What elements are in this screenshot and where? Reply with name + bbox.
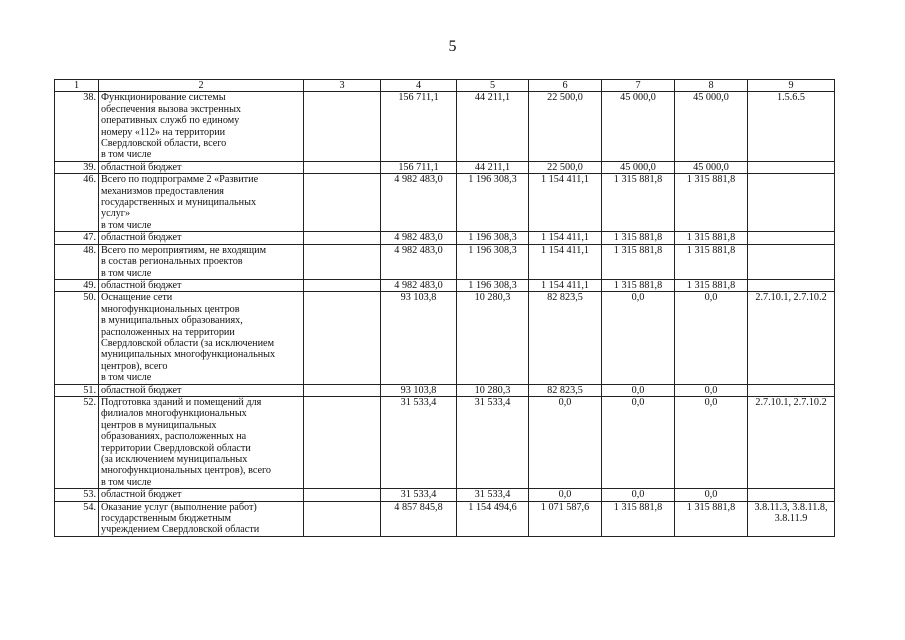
row-name-line: (за исключением муниципальных [101, 454, 248, 465]
row-name-line: областной бюджет [101, 489, 182, 501]
row-target-indicators [748, 174, 835, 232]
row-target-indicators [748, 232, 835, 244]
row-name-line: Оказание услуг (выполнение работ) [101, 501, 257, 513]
cell-c6: 22 500,0 [529, 92, 602, 161]
row-name [99, 92, 304, 161]
column-header-4: 4 [381, 80, 457, 92]
cell-c8: 0,0 [675, 396, 748, 488]
cell-c6: 82 823,5 [529, 384, 602, 396]
cell-c8: 1 315 881,8 [675, 174, 748, 232]
table-row [55, 489, 835, 501]
cell-c8: 1 315 881,8 [675, 244, 748, 279]
row-name [99, 174, 304, 232]
row-name-line: многофункциональных центров [101, 303, 240, 315]
row-name-line: в том числе [101, 372, 152, 384]
cell-c3 [304, 279, 381, 291]
row-name-line: в том числе [101, 476, 152, 488]
row-name [99, 501, 304, 536]
row-name [99, 161, 304, 173]
row-number: 47. [55, 232, 99, 244]
row-name-line: в том числе [101, 267, 152, 279]
row-name-line: услуг» [101, 208, 131, 220]
table-body [55, 92, 835, 536]
row-number: 54. [55, 501, 99, 536]
cell-c5: 1 154 494,6 [457, 501, 529, 536]
row-target-indicators [748, 161, 835, 173]
row-name-line: Свердловской области, всего [101, 138, 227, 150]
budget-table [54, 79, 835, 537]
cell-c3 [304, 232, 381, 244]
row-target-indicators [748, 292, 835, 384]
cell-c5: 31 533,4 [457, 489, 529, 501]
row-name [99, 489, 304, 501]
cell-c8: 45 000,0 [675, 92, 748, 161]
cell-c5: 1 196 308,3 [457, 279, 529, 291]
row-number: 52. [55, 396, 99, 488]
row-name-line: Свердловской области (за исключением [101, 337, 275, 349]
cell-c8: 0,0 [675, 384, 748, 396]
cell-c7: 1 315 881,8 [602, 279, 675, 291]
cell-c4: 4 982 483,0 [381, 279, 457, 291]
row-name-line: Оснащение сети [101, 292, 173, 304]
row-name-line: филиалов многофункциональных [101, 408, 247, 420]
row-target-indicators [748, 384, 835, 396]
cell-c5: 1 196 308,3 [457, 174, 529, 232]
table-row [55, 279, 835, 291]
cell-c8: 45 000,0 [675, 161, 748, 173]
column-header-5: 5 [457, 80, 529, 92]
row-name-line: в том числе [101, 149, 152, 161]
header-row [55, 80, 835, 92]
table-row [55, 292, 835, 384]
row-name-line: центров в муниципальных [101, 419, 217, 431]
cell-c3 [304, 174, 381, 232]
cell-c4: 156 711,1 [381, 92, 457, 161]
row-name-line: образованиях, расположенных на [101, 431, 247, 443]
cell-c6: 1 154 411,1 [529, 279, 602, 291]
row-name-line: в том числе [101, 219, 152, 231]
cell-c6: 82 823,5 [529, 292, 602, 384]
cell-c7: 45 000,0 [602, 92, 675, 161]
row-name-line: областной бюджет [101, 279, 182, 291]
row-number: 51. [55, 384, 99, 396]
cell-c7: 1 315 881,8 [602, 244, 675, 279]
cell-c3 [304, 396, 381, 488]
table-row [55, 174, 835, 232]
row-name-line: в состав региональных проектов [101, 256, 243, 268]
cell-c4: 4 982 483,0 [381, 174, 457, 232]
row-name-line: государственным бюджетным [101, 513, 231, 525]
cell-c7: 0,0 [602, 489, 675, 501]
row-name-line: обеспечения вызова экстренных [101, 103, 242, 115]
table-row [55, 501, 835, 536]
column-header-8: 8 [675, 80, 748, 92]
row-number: 39. [55, 161, 99, 173]
cell-c4: 4 857 845,8 [381, 501, 457, 536]
cell-c4: 4 982 483,0 [381, 232, 457, 244]
cell-c8: 0,0 [675, 292, 748, 384]
cell-c6: 1 154 411,1 [529, 232, 602, 244]
row-name-line: областной бюджет [101, 384, 182, 396]
target-indicator-line: 3.8.11.9 [774, 513, 808, 525]
row-target-indicators [748, 92, 835, 161]
page-number: 5 [448, 38, 457, 55]
cell-c5: 1 196 308,3 [457, 244, 529, 279]
row-number: 49. [55, 279, 99, 291]
row-number: 50. [55, 292, 99, 384]
table-row [55, 92, 835, 161]
row-name-line: расположенных на территории [101, 326, 235, 338]
cell-c5: 10 280,3 [457, 384, 529, 396]
table-row [55, 384, 835, 396]
cell-c6: 0,0 [529, 396, 602, 488]
row-name-line: Всего по подпрограмме 2 «Развитие [101, 174, 259, 186]
cell-c4: 4 982 483,0 [381, 244, 457, 279]
cell-c5: 10 280,3 [457, 292, 529, 384]
cell-c5: 31 533,4 [457, 396, 529, 488]
target-indicator-line: 2.7.10.1, 2.7.10.2 [755, 292, 827, 304]
cell-c4: 93 103,8 [381, 292, 457, 384]
row-number: 38. [55, 92, 99, 161]
cell-c6: 0,0 [529, 489, 602, 501]
row-target-indicators [748, 279, 835, 291]
target-indicator-line: 3.8.11.3, 3.8.11.8, [754, 501, 828, 513]
target-indicator-line: 1.5.6.5 [776, 92, 805, 104]
row-name-line: центров), всего [101, 360, 168, 372]
table-row [55, 232, 835, 244]
row-name-line: территории Свердловской области [101, 442, 251, 454]
row-target-indicators [748, 489, 835, 501]
cell-c4: 93 103,8 [381, 384, 457, 396]
cell-c7: 0,0 [602, 292, 675, 384]
row-target-indicators [748, 501, 835, 536]
table-row [55, 244, 835, 279]
row-name-line: областной бюджет [101, 161, 182, 173]
row-name-line: механизмов предоставления [101, 185, 224, 197]
row-target-indicators [748, 396, 835, 488]
row-number: 53. [55, 489, 99, 501]
cell-c8: 0,0 [675, 489, 748, 501]
row-name-line: Функционирование системы [101, 92, 226, 104]
cell-c3 [304, 244, 381, 279]
cell-c6: 1 154 411,1 [529, 174, 602, 232]
row-name [99, 396, 304, 488]
row-target-indicators [748, 244, 835, 279]
column-header-7: 7 [602, 80, 675, 92]
cell-c5: 1 196 308,3 [457, 232, 529, 244]
table-row [55, 161, 835, 173]
column-header-2: 2 [99, 80, 304, 92]
cell-c7: 0,0 [602, 396, 675, 488]
row-name [99, 292, 304, 384]
column-header-3: 3 [304, 80, 381, 92]
row-name [99, 279, 304, 291]
cell-c6: 1 154 411,1 [529, 244, 602, 279]
cell-c7: 1 315 881,8 [602, 232, 675, 244]
cell-c3 [304, 384, 381, 396]
column-header-9: 9 [748, 80, 835, 92]
row-name [99, 384, 304, 396]
row-name-line: Всего по мероприятиям, не входящим [101, 244, 267, 256]
column-header-1: 1 [55, 80, 99, 92]
cell-c3 [304, 292, 381, 384]
cell-c8: 1 315 881,8 [675, 232, 748, 244]
cell-c6: 1 071 587,6 [529, 501, 602, 536]
cell-c7: 0,0 [602, 384, 675, 396]
cell-c8: 1 315 881,8 [675, 501, 748, 536]
row-name-line: оперативных служб по единому [101, 115, 240, 127]
cell-c8: 1 315 881,8 [675, 279, 748, 291]
cell-c3 [304, 92, 381, 161]
cell-c4: 31 533,4 [381, 396, 457, 488]
row-name-line: учреждением Свердловской области [101, 524, 260, 536]
cell-c5: 44 211,1 [457, 161, 529, 173]
table-row [55, 396, 835, 488]
row-name [99, 232, 304, 244]
cell-c7: 1 315 881,8 [602, 174, 675, 232]
row-number: 48. [55, 244, 99, 279]
cell-c7: 1 315 881,8 [602, 501, 675, 536]
cell-c5: 44 211,1 [457, 92, 529, 161]
cell-c4: 31 533,4 [381, 489, 457, 501]
row-name-line: муниципальных многофункциональных [101, 349, 276, 361]
row-name-line: многофункциональных центров), всего [101, 465, 272, 477]
cell-c6: 22 500,0 [529, 161, 602, 173]
row-name-line: Подготовка зданий и помещений для [101, 396, 262, 408]
row-name-line: номеру «112» на территории [101, 126, 226, 138]
cell-c4: 156 711,1 [381, 161, 457, 173]
cell-c3 [304, 161, 381, 173]
row-name-line: областной бюджет [101, 232, 182, 244]
row-number: 46. [55, 174, 99, 232]
row-name-line: в муниципальных образованиях, [101, 315, 243, 327]
cell-c3 [304, 489, 381, 501]
column-header-6: 6 [529, 80, 602, 92]
cell-c7: 45 000,0 [602, 161, 675, 173]
row-name-line: государственных и муниципальных [101, 197, 257, 209]
cell-c3 [304, 501, 381, 536]
target-indicator-line: 2.7.10.1, 2.7.10.2 [755, 396, 827, 408]
row-name [99, 244, 304, 279]
